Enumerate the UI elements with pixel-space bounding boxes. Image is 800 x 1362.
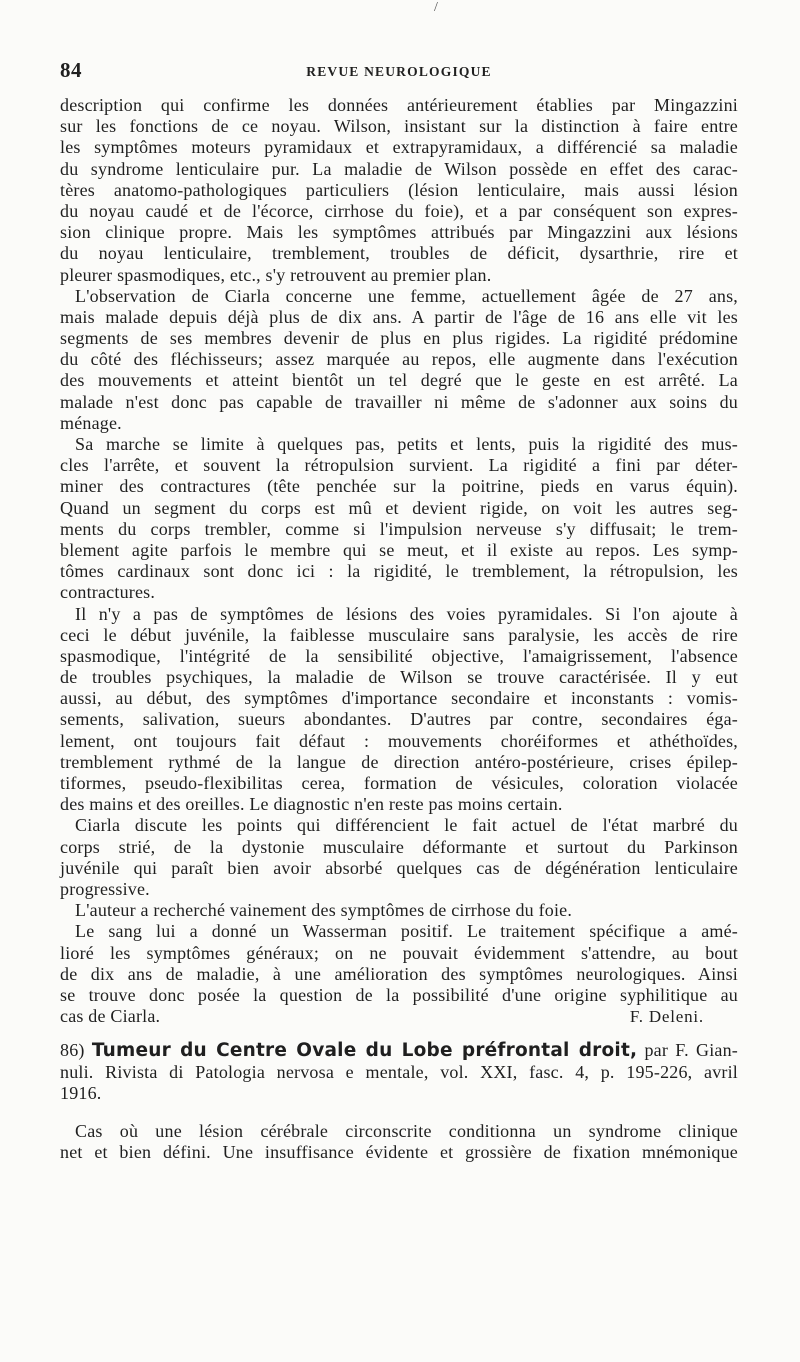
text-line: blement agite parfois le membre qui se meut, et il existe au repos. Les symp- xyxy=(60,539,738,560)
text-line: du noyau lenticulaire, tremblement, troubles de déficit, dysarthrie, rire et xyxy=(60,243,738,264)
text-line: lement, ont toujours fait défaut : mouvements choréiformes et athéthoïdes, xyxy=(60,730,738,751)
text-line: progressive. xyxy=(60,878,150,899)
text-line: des mouvements et atteint bientôt un tel degré que le geste en est arrêté. La xyxy=(60,370,738,391)
text-line: miner des contractures (tête penchée sur la poitrine, pieds en varus équin). xyxy=(60,476,738,497)
text-line: tômes cardinaux sont donc ici : la rigidité, le tremblement, la rétropulsion, les xyxy=(60,561,738,582)
text-line: segments de ses membres devenir de plus en plus rigides. La rigidité prédomine xyxy=(60,328,738,349)
text-line: description qui confirme les données antérieurement établies par Mingazzini xyxy=(60,95,738,115)
text-line: des mains et des oreilles. Le diagnostic n'en reste pas moins certain. xyxy=(60,794,563,815)
page-header xyxy=(60,58,738,82)
text-line: ceci le début juvénile, la faiblesse musculaire sans paralysie, les accès de rire xyxy=(60,624,738,645)
text-line: juvénile qui paraît bien avoir absorbé quelques cas de dégénération lenticulaire xyxy=(60,857,738,878)
entry-86 xyxy=(60,1040,738,1164)
running-head: REVUE NEUROLOGIQUE xyxy=(306,64,492,79)
entry-byline: par F. Gian- xyxy=(644,1040,739,1061)
text-line: cles l'arrête, et souvent la rétropulsion survient. La rigidité a fini par déter- xyxy=(60,455,738,476)
text-line: mais malade depuis déjà plus de dix ans. A partir de l'âge de 16 ans elle vit les xyxy=(60,306,738,327)
review-paragraphs xyxy=(60,95,738,1006)
closing-line xyxy=(60,1006,738,1027)
text-line: net et bien défini. Une insuffisance évidente et grossière de fixation mnémonique xyxy=(60,1142,738,1163)
text-line: malade n'est donc pas capable de travailler ni même de s'adonner aux soins du xyxy=(60,391,738,412)
entry-citation-line: nuli. Rivista di Patologia nervosa e mentale, vol. XXI, fasc. 4, p. 195-226, avril xyxy=(60,1061,738,1082)
text-line: Quand un segment du corps est mû et devient rigide, on voit les autres seg- xyxy=(60,497,738,518)
text-line: ments du corps trembler, comme si l'impulsion nerveuse s'y diffusait; le trem- xyxy=(60,518,738,539)
text-line: Sa marche se limite à quelques pas, petits et lents, puis la rigidité des mus- xyxy=(75,434,738,454)
text-line: tiformes, pseudo-flexibilitas cerea, formation de vésicules, coloration violacée xyxy=(60,773,738,793)
text-line: aussi, au début, des symptômes d'importance secondaire et inconstants : vomis- xyxy=(60,688,738,709)
stray-mark: / xyxy=(434,0,438,15)
text-line: ménage. xyxy=(60,412,122,433)
entry-text xyxy=(60,1121,738,1164)
text-line: Le sang lui a donné un Wasserman positif. Le traitement spécifique a amé- xyxy=(75,921,738,942)
text-line: tères anatomo-pathologiques particuliers (lésion lenticulaire, mais aussi lésion xyxy=(60,179,738,200)
text-line: du syndrome lenticulaire pur. La maladie de Wilson possède en effet des carac- xyxy=(60,158,738,179)
entry-number: 86) xyxy=(60,1040,85,1061)
entry-heading-line xyxy=(60,1040,738,1062)
text-line: sur les fonctions de ce noyau. Wilson, insistant sur la distinction à faire entre xyxy=(60,116,738,137)
text-line: Cas où une lésion cérébrale circonscrite conditionna un syndrome clinique xyxy=(75,1120,738,1141)
entry-title: Tumeur du Centre Ovale du Lobe préfrontal droit, xyxy=(91,1040,638,1062)
final-line-text: cas de Ciarla. xyxy=(60,1006,161,1027)
text-line: tremblement rythmé de la langue de direction antéro-postérieure, crises épilep- xyxy=(60,751,738,772)
text-line: se trouve donc posée la question de la possibilité d'une origine syphilitique au xyxy=(60,984,738,1005)
entry-year-line: 1916. xyxy=(60,1083,102,1104)
text-line: spasmodique, l'intégrité de la sensibilité objective, l'amaigrissement, l'absence xyxy=(60,645,738,666)
body-text xyxy=(60,95,738,1164)
page-number: 84 xyxy=(60,58,82,82)
text-line: pleurer spasmodiques, etc., s'y retrouvent au premier plan. xyxy=(60,264,492,285)
text-line: les symptômes moteurs pyramidaux et extrapyramidaux, a différencié sa maladie xyxy=(60,137,738,158)
text-line: lioré les symptômes généraux; on ne pouvait évidemment s'attendre, au bout xyxy=(60,942,738,963)
text-line: Ciarla discute les points qui différencient le fait actuel de l'état marbré du xyxy=(75,815,738,836)
text-line: contractures. xyxy=(60,582,156,603)
text-line: sion clinique propre. Mais les symptômes attribués par Mingazzini aux lésions xyxy=(60,222,738,243)
text-line: L'observation de Ciarla concerne une femme, actuellement âgée de 27 ans, xyxy=(75,285,738,306)
text-line: L'auteur a recherché vainement des symptômes de cirrhose du foie. xyxy=(75,900,573,921)
text-line: corps strié, de la dystonie musculaire déformante et surtout du Parkinson xyxy=(60,836,738,857)
text-line: sements, salivation, sueurs abondantes. D'autres par contre, secondaires éga- xyxy=(60,709,738,730)
text-line: Il n'y a pas de symptômes de lésions des voies pyramidales. Si l'on ajoute à xyxy=(75,603,738,624)
text-line: de troubles psychiques, la maladie de Wilson se trouve caractérisée. Il y eut xyxy=(60,667,738,688)
text-line: du noyau caudé et de l'écorce, cirrhose du foie), et a par conséquent son expres- xyxy=(60,200,738,221)
text-line: du côté des fléchisseurs; assez marquée au repos, elle augmente dans l'exécution xyxy=(60,349,738,370)
text-line: de dix ans de maladie, à une amélioration des symptômes neurologiques. Ainsi xyxy=(60,963,738,984)
review-signature: F. Deleni. xyxy=(629,1007,704,1027)
